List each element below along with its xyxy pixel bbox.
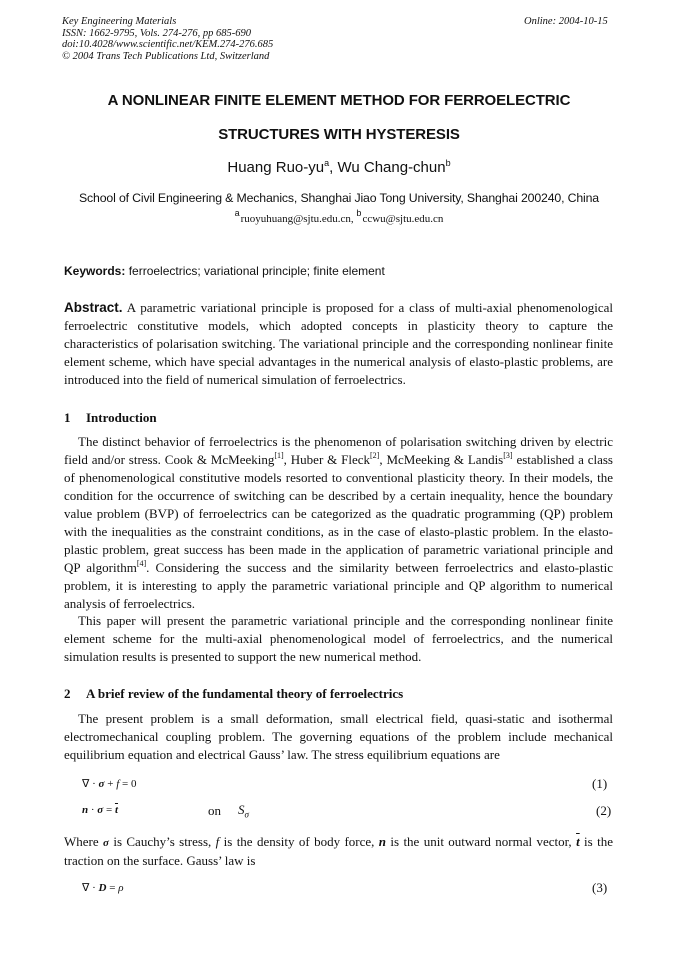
equation-number: (1) xyxy=(592,776,608,791)
plus-operator: + xyxy=(104,778,117,790)
d-symbol: D xyxy=(98,882,107,894)
citation[interactable]: [1] xyxy=(274,451,284,460)
rho-symbol: ρ xyxy=(118,882,124,894)
nabla-symbol: ∇ xyxy=(82,778,90,790)
email-link[interactable]: ruoyuhuang@sjtu.edu.cn, xyxy=(240,213,354,225)
equals-operator: = xyxy=(103,804,115,816)
equation-1 xyxy=(82,777,136,790)
affiliation: School of Civil Engineering & Mechanics, Shanghai Jiao Tong University, Shanghai 200240, China xyxy=(78,191,599,205)
f-symbol: f xyxy=(215,834,220,849)
paragraph xyxy=(64,833,613,870)
f-symbol: f xyxy=(116,778,120,790)
dot-operator: · xyxy=(89,882,99,894)
author-list xyxy=(0,158,678,176)
author-affil-marker: b xyxy=(445,158,451,168)
equation-2 xyxy=(82,804,118,816)
abstract-text: A parametric variational principle is proposed for a class of multi-axial phenomenological ferroelectric constitutive models, which adopted concepts in plasticity theory to capture the characteristics of polarisation switching. The variational principle and the corresponding nonlinear finite element scheme, which have special advantages in the numerical analysis of elasto-plastic problems, are introduced into the field of numerical simulation of ferroelectrics. xyxy=(64,300,613,387)
doi-line: doi:10.4028/www.scientific.net/KEM.274-276.685 xyxy=(62,39,274,50)
text-run: is the density of body force, xyxy=(219,834,379,849)
citation[interactable]: [3] xyxy=(503,451,513,460)
sigma-symbol: σ xyxy=(98,778,105,790)
author-name: Huang Ruo-yu xyxy=(227,159,325,176)
copyright-line: © 2004 Trans Tech Publications Ltd, Switzerland xyxy=(62,50,270,62)
paper-title-line-1: A NONLINEAR FINITE ELEMENT METHOD FOR FERROELECTRIC xyxy=(107,92,571,109)
section-number: 2 xyxy=(64,686,71,701)
n-symbol: n xyxy=(82,804,89,816)
journal-name: Key Engineering Materials xyxy=(62,16,177,27)
t-bar-symbol: $\overline{t}$ xyxy=(576,834,580,849)
equation-condition: on xyxy=(208,803,221,818)
text-run: established a class of phenomenological constitutive models resorted to conventional plasticity theory. In their models, the condition for the occurrence of switching can be described by a certain inequality, hence the boundary value problem (BVP) of ferroelectrics can be categorized as the quadratic programming (QP) problem with the inequalities as the constraint conditions, as in the case of elasto-plastic problem. In the elasto-plastic problem, great success has been made in the application of parametric variational principle and QP algorithm xyxy=(64,452,613,575)
section-heading xyxy=(64,686,403,702)
text-run: The distinct behavior of ferroelectrics is the phenomenon of polarisation switching driven by electric field and/or stress. Cook & McMeeking xyxy=(64,434,613,467)
text-run: Where xyxy=(64,834,104,849)
author-separator: , xyxy=(329,159,338,176)
s-symbol: S xyxy=(238,802,245,817)
equation-3 xyxy=(82,881,123,894)
s-subscript: σ xyxy=(244,809,249,820)
paragraph xyxy=(64,433,613,613)
text-run: is the traction on the surface. Gauss’ law is xyxy=(64,834,613,868)
email-marker: b xyxy=(356,208,362,218)
online-date: Online: 2004-10-15 xyxy=(524,16,608,27)
equation-number: (2) xyxy=(596,803,612,818)
paragraph: The present problem is a small deformation, small electrical field, quasi-static and isothermal electromechanical coupling problem. The governing equations of the problem include mechanical equilibrium equation and electrical Gauss’ law. The stress equilibrium equations are xyxy=(64,711,613,762)
boundary-symbol xyxy=(238,802,249,820)
dot-operator: · xyxy=(88,804,98,816)
journal-header xyxy=(62,16,273,62)
text-run: is Cauchy’s stress, xyxy=(108,834,216,849)
keywords xyxy=(64,264,385,278)
section-number: 1 xyxy=(64,410,71,425)
n-symbol: n xyxy=(378,834,387,849)
text-run: , Huber & Fleck xyxy=(283,452,371,467)
text-run: . Considering the success and the similarity between ferroelectrics and elasto-plastic problem, it is interesting to apply the parametric variational principle and QP algorithm to numerical analysis of ferroelectrics. xyxy=(64,560,613,611)
email-marker: a xyxy=(234,208,240,218)
t-bar-symbol: $\overline{t}$ xyxy=(114,804,119,816)
section-title: A brief review of the fundamental theory of ferroelectrics xyxy=(86,686,404,701)
keywords-label: Keywords: xyxy=(64,264,126,278)
sigma-symbol: σ xyxy=(97,804,104,816)
abstract xyxy=(64,299,613,389)
author-affil-marker: a xyxy=(324,158,330,168)
paper-title-line-2: STRUCTURES WITH HYSTERESIS xyxy=(218,126,460,143)
issn-line: ISSN: 1662-9795, Vols. 274-276, pp 685-690 xyxy=(62,27,251,39)
email-link[interactable]: ccwu@sjtu.edu.cn xyxy=(362,213,444,225)
text-run: , McMeeking & Landis xyxy=(379,452,504,467)
equation-number: (3) xyxy=(592,880,608,895)
paragraph: This paper will present the parametric variational principle and the corresponding nonlinear finite element scheme for the multi-axial phenomenological model of ferroelectrics, and the numerical simulation results is presented to support the new numerical method. xyxy=(64,613,613,664)
text-run: is the unit outward normal vector, xyxy=(386,834,577,849)
keywords-text: ferroelectrics; variational principle; finite element xyxy=(125,264,385,278)
citation[interactable]: [4] xyxy=(136,559,147,568)
citation[interactable]: [2] xyxy=(370,451,380,460)
section-heading xyxy=(64,410,157,426)
nabla-symbol: ∇ xyxy=(82,882,90,894)
author-name: Wu Chang-chun xyxy=(337,159,446,176)
section-title: Introduction xyxy=(86,410,157,425)
email-list xyxy=(0,208,678,225)
equals-operator: = xyxy=(106,882,119,894)
sigma-symbol: σ xyxy=(103,837,109,849)
abstract-label: Abstract. xyxy=(64,300,123,315)
equation-rhs: = 0 xyxy=(119,778,137,790)
dot-operator: · xyxy=(89,778,99,790)
